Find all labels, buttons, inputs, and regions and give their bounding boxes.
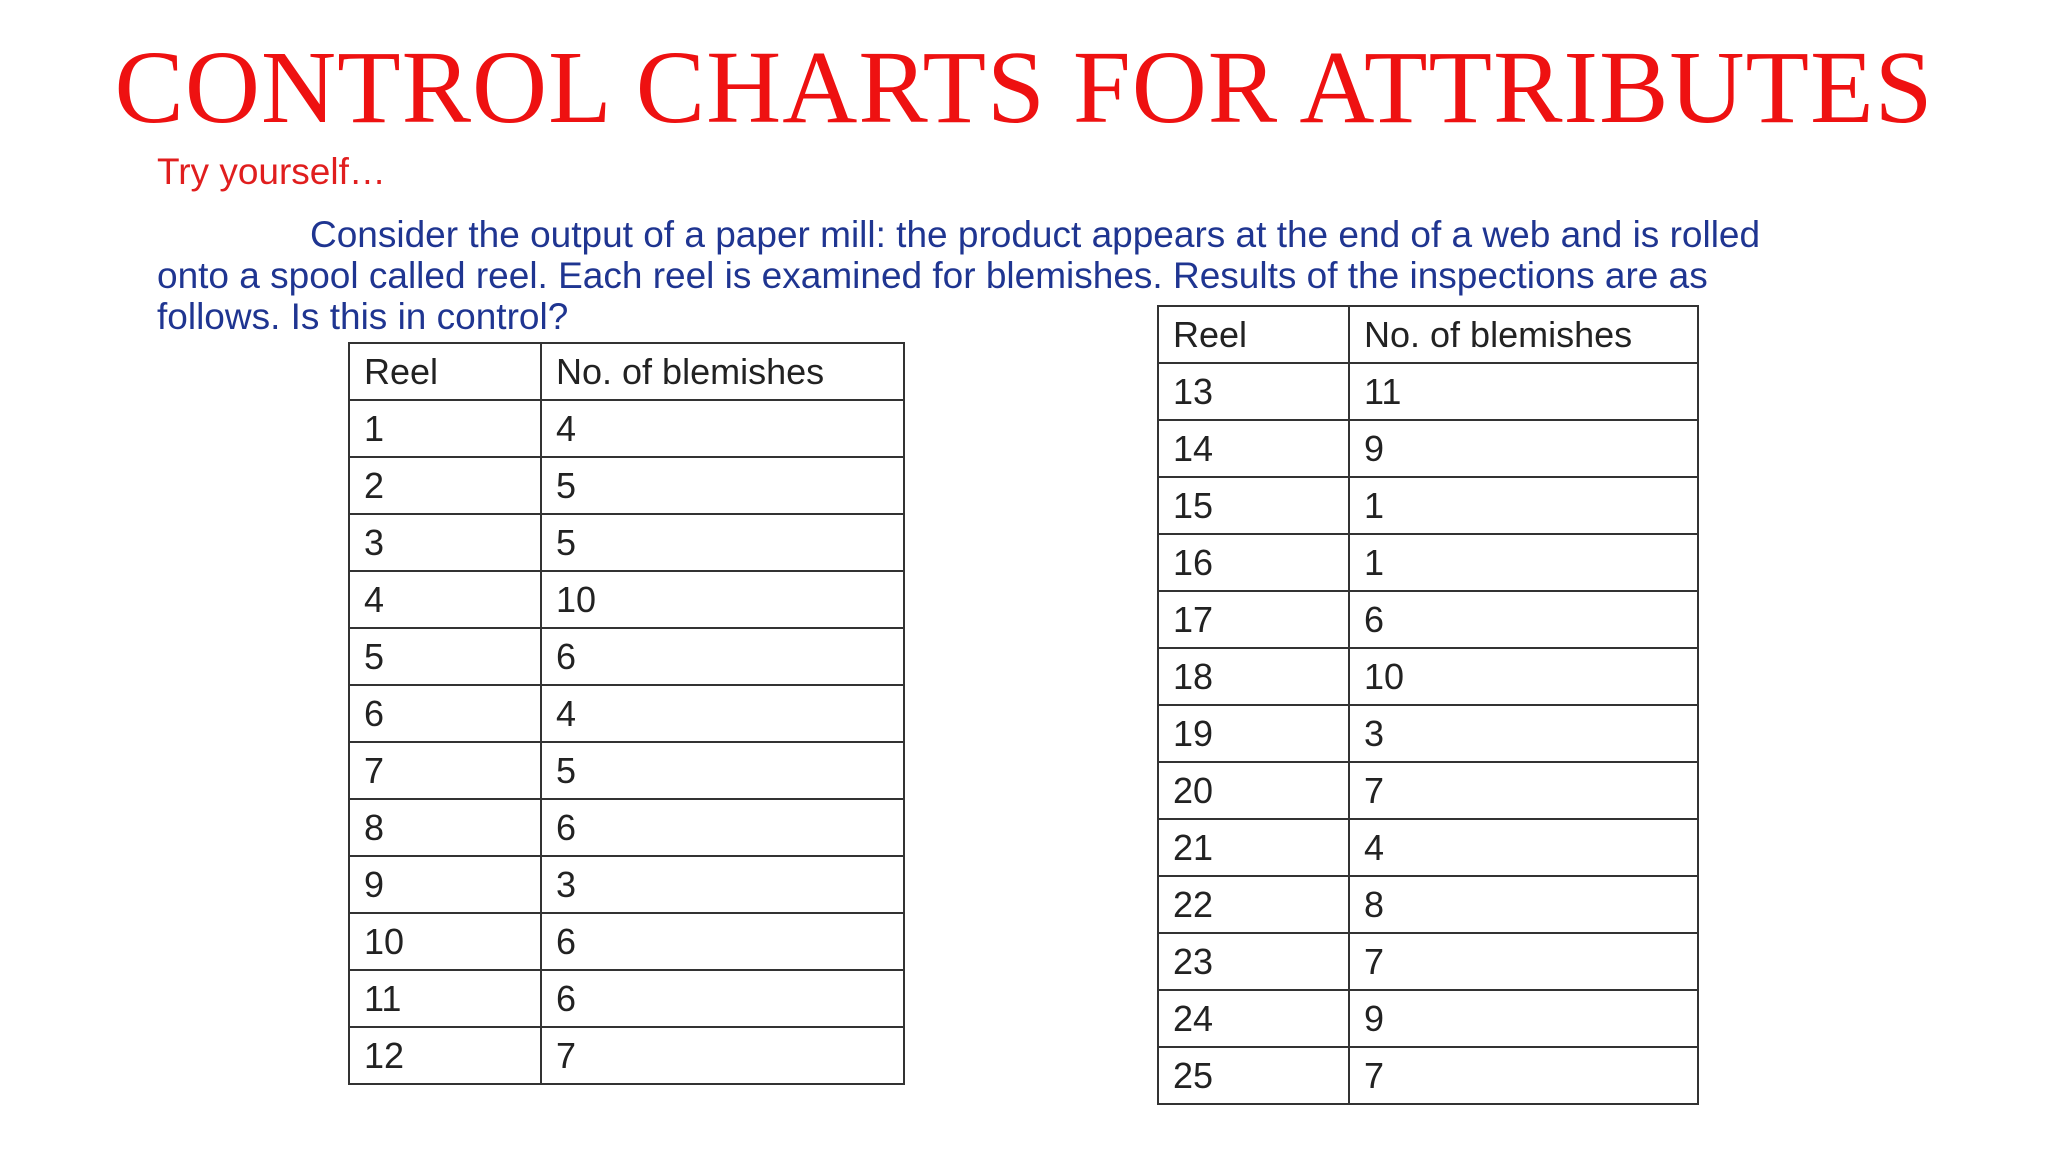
reel-cell: 25 <box>1158 1047 1349 1104</box>
table-row <box>1158 591 1698 648</box>
blemish-cell: 6 <box>541 799 904 856</box>
reel-cell: 4 <box>349 571 541 628</box>
blemish-table-left <box>348 342 905 1085</box>
table-row <box>349 856 904 913</box>
table-row <box>349 799 904 856</box>
table-row <box>349 400 904 457</box>
table-header-row <box>1158 306 1698 363</box>
problem-line-1: Consider the output of a paper mill: the product appears at the end of a web and is rolled <box>310 214 1761 255</box>
reel-cell: 22 <box>1158 876 1349 933</box>
problem-line-3: follows. Is this in control? <box>157 296 569 337</box>
table-row <box>349 742 904 799</box>
table-row <box>1158 762 1698 819</box>
table-row <box>1158 990 1698 1047</box>
blemish-cell: 10 <box>1349 648 1698 705</box>
blemish-cell: 1 <box>1349 477 1698 534</box>
reel-cell: 15 <box>1158 477 1349 534</box>
reel-cell: 3 <box>349 514 541 571</box>
table-row <box>1158 1047 1698 1104</box>
table-row <box>1158 876 1698 933</box>
blemish-cell: 5 <box>541 514 904 571</box>
blemish-cell: 6 <box>541 913 904 970</box>
reel-cell: 6 <box>349 685 541 742</box>
table-row <box>1158 648 1698 705</box>
table-row <box>1158 477 1698 534</box>
reel-cell: 9 <box>349 856 541 913</box>
blemish-cell: 7 <box>1349 933 1698 990</box>
table-row <box>349 1027 904 1084</box>
problem-line-2: onto a spool called reel. Each reel is examined for blemishes. Results of the inspections are as <box>157 255 1708 296</box>
blemish-cell: 4 <box>541 400 904 457</box>
reel-cell: 20 <box>1158 762 1349 819</box>
blemish-cell: 6 <box>541 628 904 685</box>
reel-cell: 19 <box>1158 705 1349 762</box>
blemish-cell: 11 <box>1349 363 1698 420</box>
header-cell-blemishes: No. of blemishes <box>1349 306 1698 363</box>
table-header-row <box>349 343 904 400</box>
table-row <box>349 628 904 685</box>
reel-cell: 14 <box>1158 420 1349 477</box>
table-row <box>1158 705 1698 762</box>
blemish-cell: 7 <box>541 1027 904 1084</box>
reel-cell: 11 <box>349 970 541 1027</box>
blemish-cell: 7 <box>1349 762 1698 819</box>
blemish-table-right <box>1157 305 1699 1105</box>
table-row <box>1158 819 1698 876</box>
reel-cell: 18 <box>1158 648 1349 705</box>
header-cell-reel: Reel <box>1158 306 1349 363</box>
reel-cell: 1 <box>349 400 541 457</box>
reel-cell: 17 <box>1158 591 1349 648</box>
blemish-cell: 10 <box>541 571 904 628</box>
table-row <box>349 457 904 514</box>
reel-cell: 2 <box>349 457 541 514</box>
reel-cell: 8 <box>349 799 541 856</box>
blemish-cell: 4 <box>541 685 904 742</box>
header-cell-blemishes: No. of blemishes <box>541 343 904 400</box>
blemish-cell: 6 <box>541 970 904 1027</box>
table-row <box>1158 363 1698 420</box>
blemish-cell: 5 <box>541 457 904 514</box>
blemish-cell: 8 <box>1349 876 1698 933</box>
table-row <box>349 970 904 1027</box>
reel-cell: 24 <box>1158 990 1349 1047</box>
blemish-cell: 9 <box>1349 420 1698 477</box>
header-cell-reel: Reel <box>349 343 541 400</box>
table-row <box>1158 534 1698 591</box>
blemish-cell: 6 <box>1349 591 1698 648</box>
blemish-cell: 4 <box>1349 819 1698 876</box>
reel-cell: 13 <box>1158 363 1349 420</box>
slide-subtitle: Try yourself… <box>157 151 386 192</box>
table-row <box>1158 933 1698 990</box>
blemish-cell: 3 <box>1349 705 1698 762</box>
blemish-cell: 9 <box>1349 990 1698 1047</box>
blemish-cell: 5 <box>541 742 904 799</box>
blemish-cell: 1 <box>1349 534 1698 591</box>
table-row <box>349 685 904 742</box>
table-row <box>1158 420 1698 477</box>
table-row <box>349 571 904 628</box>
reel-cell: 12 <box>349 1027 541 1084</box>
reel-cell: 23 <box>1158 933 1349 990</box>
table-row <box>349 913 904 970</box>
reel-cell: 21 <box>1158 819 1349 876</box>
slide-title: CONTROL CHARTS FOR ATTRIBUTES <box>114 30 1934 145</box>
reel-cell: 7 <box>349 742 541 799</box>
table-row <box>349 514 904 571</box>
reel-cell: 16 <box>1158 534 1349 591</box>
reel-cell: 5 <box>349 628 541 685</box>
blemish-cell: 7 <box>1349 1047 1698 1104</box>
reel-cell: 10 <box>349 913 541 970</box>
blemish-cell: 3 <box>541 856 904 913</box>
